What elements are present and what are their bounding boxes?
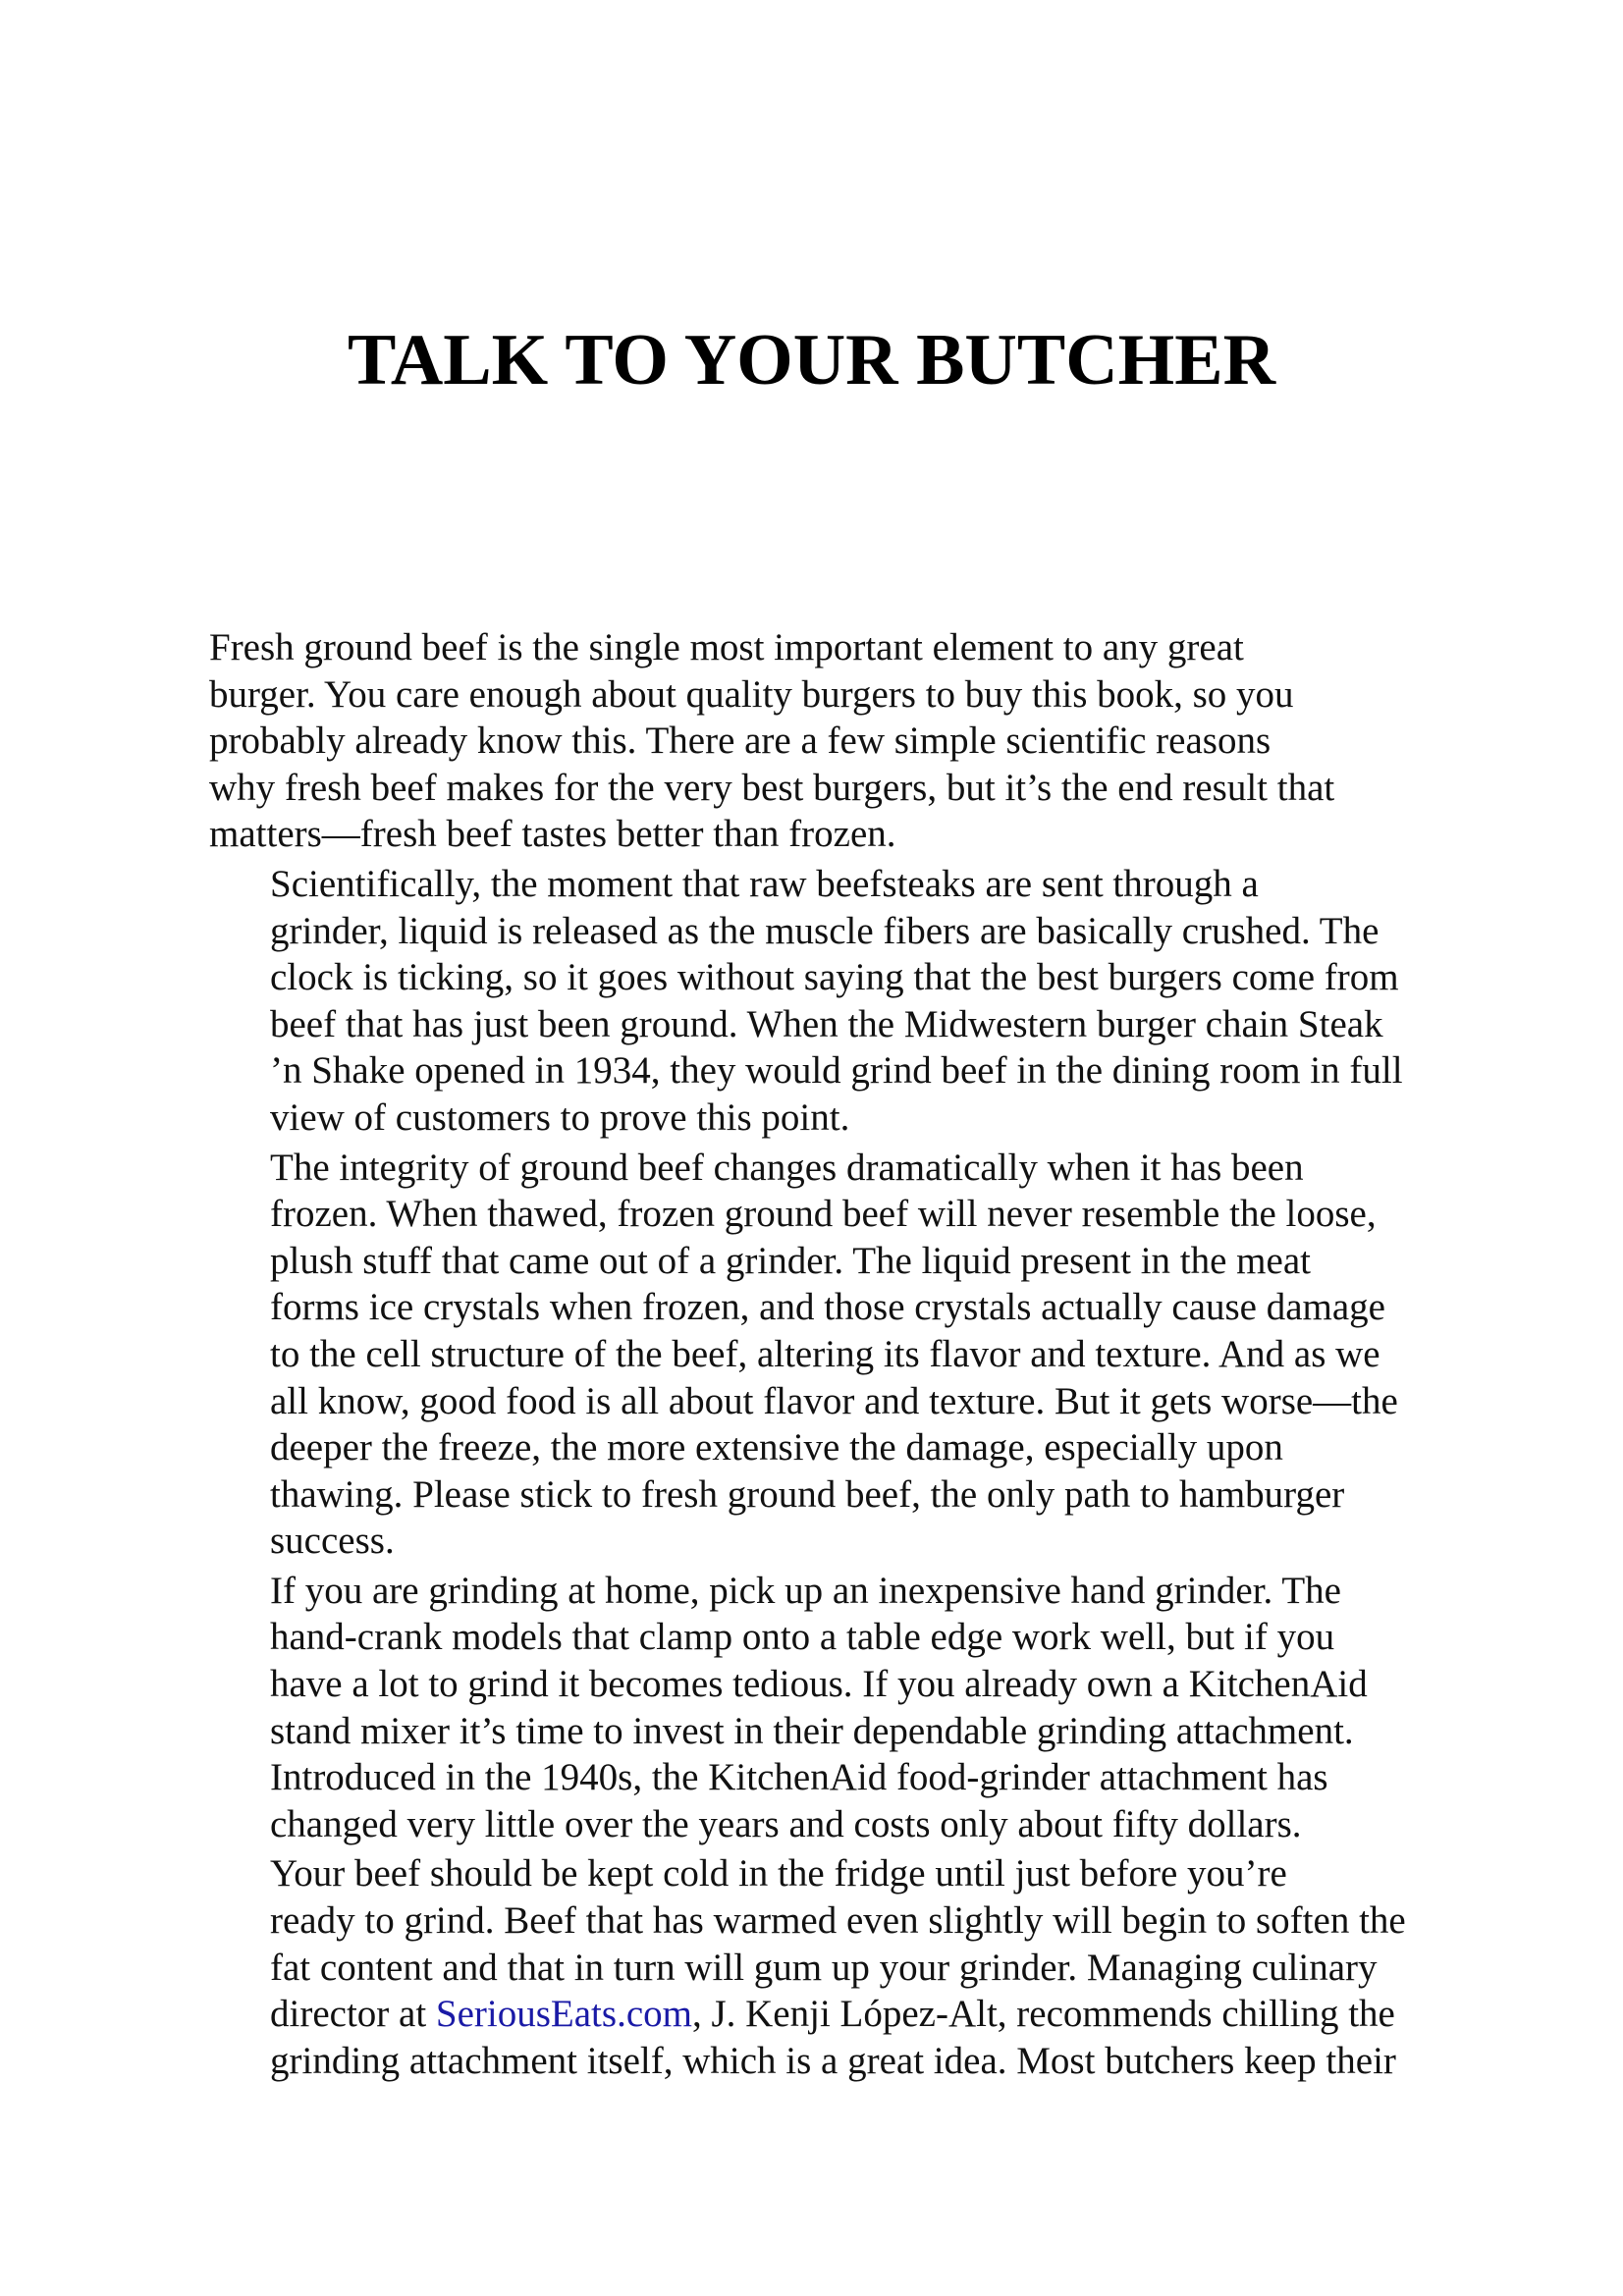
text-line: matters—fresh beef tastes better than frozen. — [209, 813, 896, 856]
text-line: success. — [270, 1520, 395, 1563]
text-line: view of customers to prove this point. — [270, 1095, 850, 1139]
paragraph-2 — [209, 861, 1417, 1142]
text-line: thawing. Please stick to fresh ground beef, the only path to hamburger — [270, 1472, 1345, 1516]
chapter-body — [209, 624, 1417, 2087]
text-line: why fresh beef makes for the very best burgers, but it’s the end result that — [209, 766, 1335, 809]
text-line: frozen. When thawed, frozen ground beef will never resemble the loose, — [270, 1193, 1377, 1236]
text-line: burger. You care enough about quality burgers to buy this book, so you — [209, 672, 1294, 716]
text-line: The integrity of ground beef changes dramatically when it has been — [270, 1146, 1304, 1189]
text-line: fat content and that in turn will gum up your grinder. Managing culinary — [270, 1946, 1378, 1989]
text-line: to the cell structure of the beef, altering its flavor and texture. And as we — [270, 1332, 1380, 1375]
text-line: deeper the freeze, the more extensive the damage, especially upon — [270, 1426, 1283, 1469]
paragraph-5 — [209, 1850, 1417, 2084]
text-line: hand-crank models that clamp onto a table edge work well, but if you — [270, 1616, 1335, 1659]
text-line: plush stuff that came out of a grinder. The liquid present in the meat — [270, 1239, 1311, 1282]
text-line: grinder, liquid is released as the muscle fibers are basically crushed. The — [270, 909, 1380, 952]
text-line: clock is ticking, so it goes without saying that the best burgers come from — [270, 956, 1399, 999]
link-prefix-text: director at — [270, 1993, 436, 2036]
text-line: all know, good food is all about flavor and texture. But it gets worse—the — [270, 1379, 1398, 1422]
paragraph-3 — [209, 1145, 1417, 1565]
text-line: Fresh ground beef is the single most important element to any great — [209, 626, 1244, 668]
text-line: Your beef should be kept cold in the fridge until just before you’re — [270, 1852, 1287, 1896]
seriouseats-link[interactable]: SeriousEats.com — [435, 1993, 692, 2036]
chapter-title: TALK TO YOUR BUTCHER — [347, 320, 1276, 400]
text-line: have a lot to grind it becomes tedious. If you already own a KitchenAid — [270, 1663, 1368, 1706]
text-line: forms ice crystals when frozen, and those crystals actually cause damage — [270, 1286, 1385, 1329]
link-suffix-text: , J. Kenji López-Alt, recommends chilling the — [691, 1993, 1395, 2036]
text-line: probably already know this. There are a few simple scientific reasons — [209, 720, 1271, 763]
text-line: If you are grinding at home, pick up an inexpensive hand grinder. The — [270, 1569, 1341, 1612]
text-line: Scientifically, the moment that raw beefsteaks are sent through a — [270, 862, 1259, 905]
text-line: Introduced in the 1940s, the KitchenAid food-grinder attachment has — [270, 1756, 1328, 1799]
text-line-with-link — [209, 1991, 1417, 2038]
text-line: grinding attachment itself, which is a great idea. Most butchers keep their — [270, 2039, 1396, 2082]
text-line: ready to grind. Beef that has warmed even slightly will begin to soften the — [270, 1899, 1406, 1943]
paragraph-4 — [209, 1568, 1417, 1848]
paragraph-1 — [209, 624, 1417, 858]
text-line: changed very little over the years and costs only about fifty dollars. — [270, 1802, 1302, 1845]
text-line: beef that has just been ground. When the Midwestern burger chain Steak — [270, 1002, 1383, 1045]
text-line: ’n Shake opened in 1934, they would grind beef in the dining room in full — [270, 1049, 1403, 1093]
text-line: stand mixer it’s time to invest in their dependable grinding attachment. — [270, 1709, 1354, 1752]
